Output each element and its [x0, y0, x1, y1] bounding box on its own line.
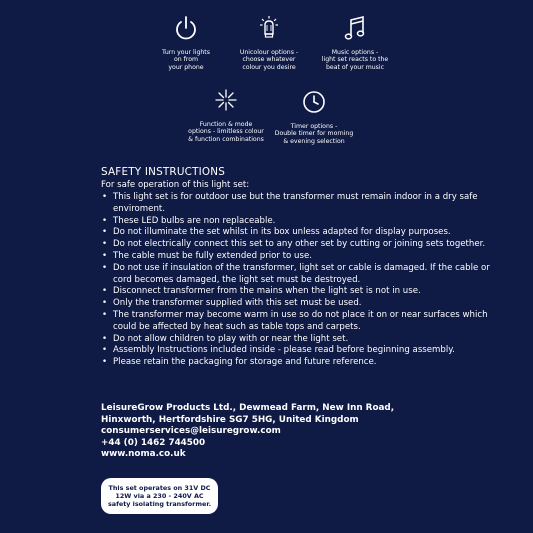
safety-item: • The cable must be fully extended prior to use. [101, 251, 511, 263]
feature-caption: Unicolour options - choose whatever colour you desire [239, 49, 299, 71]
contact-email: consumerservices@leisuregrow.com [101, 426, 281, 437]
contact-phone: +44 (0) 1462 744500 [101, 437, 206, 448]
power-icon [174, 15, 198, 43]
feature-icons-section [0, 0, 533, 160]
safety-list [101, 192, 511, 369]
safety-heading: SAFETY INSTRUCTIONS [101, 166, 226, 178]
safety-item: • These LED bulbs are non replaceable. [101, 216, 511, 228]
safety-item: • Only the transformer supplied with this set must be used. [101, 298, 511, 310]
power-info-badge: This set operates on 31V DC 12W via a 230 - 240V AC safety isolating transformer. [101, 478, 218, 514]
feature-caption: Music options - light set reacts to the beat of your music [321, 49, 389, 71]
safety-item: • This light set is for outdoor use but the transformer must remain indoor in a dry safe enviroment. [101, 192, 511, 216]
feature-music [300, 15, 410, 71]
address-line-1: LeisureGrow Products Ltd., Dewmead Farm, New Inn Road, [101, 403, 395, 413]
feature-caption: Turn your lights on from your phone [162, 49, 210, 71]
feature-timer [259, 89, 369, 145]
feature-caption: Function & mode options - limitless colour & function combinations [188, 121, 264, 143]
feature-caption: Timer options - Double timer for morning & evening selection [274, 123, 354, 145]
safety-item: • Do not illuminate the set whilst in its box unless adapted for display purposes. [101, 227, 511, 239]
company-address [101, 403, 521, 461]
address-line-2: Hinxworth, Hertfordshire SG7 5HG, United Kingdom [101, 414, 359, 425]
music-note-icon [343, 15, 367, 43]
safety-item: • Assembly Instructions included inside - please read before beginning assembly. [101, 345, 511, 357]
safety-intro: For safe operation of this light set: [101, 180, 250, 190]
safety-instructions [101, 166, 511, 369]
safety-item: • Please retain the packaging for storage and future reference. [101, 357, 511, 369]
safety-item: • Do not allow children to play with or near the light set. [101, 334, 511, 346]
website: www.noma.co.uk [101, 449, 186, 460]
light-bulb-icon [257, 15, 281, 43]
safety-item: • Disconnect transformer from the mains when the light set is not in use. [101, 286, 511, 298]
clock-icon [302, 89, 326, 117]
safety-item: • The transformer may become warm in use so do not place it on or near surfaces which could be affected by heat such as table tops and carpets. [101, 310, 511, 334]
safety-item: • Do not electrically connect this set to any other set by cutting or joining sets together. [101, 239, 511, 251]
sparkle-icon [214, 87, 238, 115]
safety-item: • Do not use if insulation of the transformer, light set or cable is damaged. If the cable or cord becomes damaged, the light set must be destroyed. [101, 263, 511, 287]
